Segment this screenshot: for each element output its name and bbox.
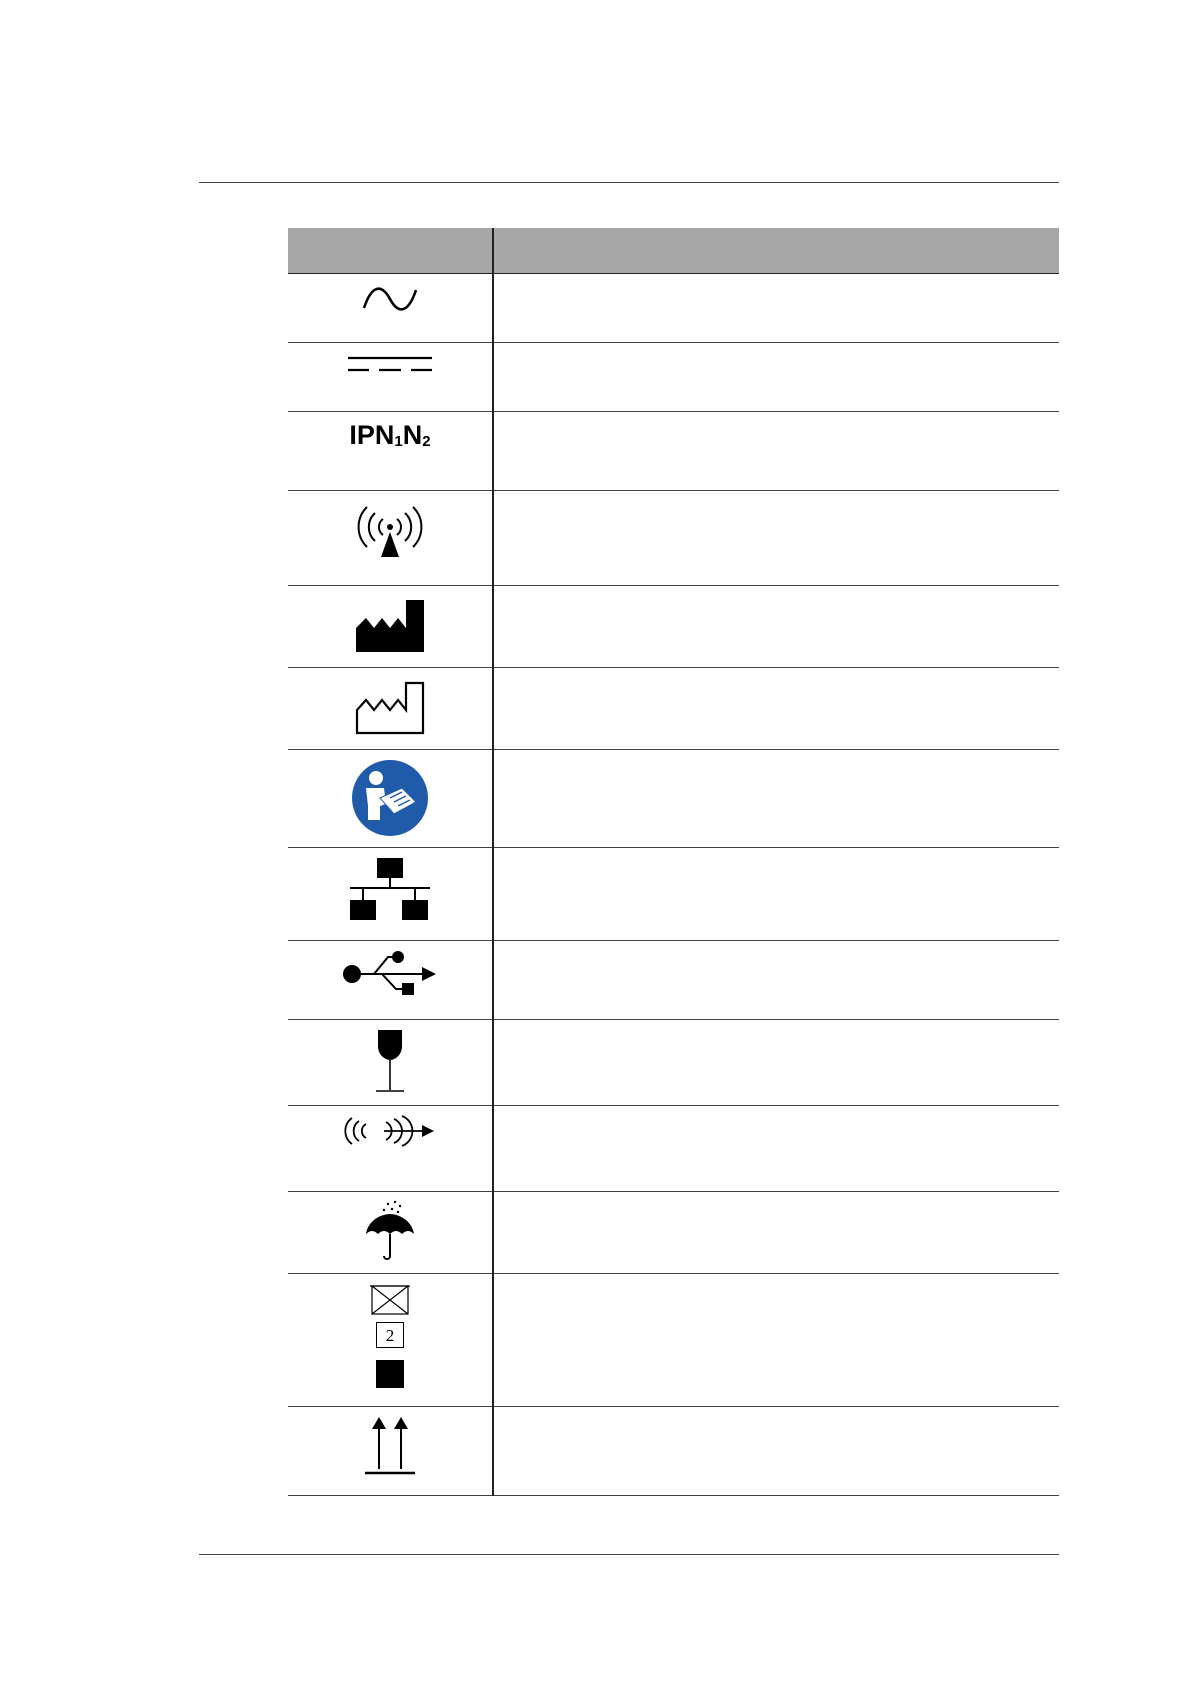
- wireless-transmission-icon: [344, 1114, 436, 1148]
- symbol-cell: [288, 1020, 493, 1106]
- ip-rating-second-digit: 2: [422, 433, 431, 450]
- ip-rating-prefix: IPN: [349, 420, 395, 450]
- ip-rating-text: [349, 420, 430, 451]
- description-cell: [493, 941, 1059, 1020]
- table-row: [288, 668, 1059, 750]
- non-ionizing-radiation-icon: [355, 499, 425, 559]
- symbol-cell: [288, 1106, 493, 1192]
- header-description: [493, 228, 1059, 274]
- symbol-cell: [288, 1407, 493, 1496]
- table-row: [288, 1020, 1059, 1106]
- this-way-up-icon: [362, 1415, 418, 1477]
- symbol-cell: [288, 412, 493, 491]
- symbols-table: [288, 228, 1059, 1496]
- description-cell: [493, 1106, 1059, 1192]
- table-row: [288, 491, 1059, 586]
- table-header-row: [288, 228, 1059, 274]
- network-icon: [348, 856, 432, 924]
- ip-rating-mid: N: [402, 420, 423, 450]
- symbol-cell: [288, 1192, 493, 1274]
- usb-icon: [342, 949, 438, 999]
- table-row: [288, 941, 1059, 1020]
- symbol-cell: [288, 668, 493, 750]
- table-row: [288, 1274, 1059, 1407]
- symbol-cell: [288, 1274, 493, 1407]
- table-row: [288, 1192, 1059, 1274]
- ip-rating-first-digit: 1: [394, 433, 403, 450]
- symbol-cell: [288, 491, 493, 586]
- symbol-cell: [288, 586, 493, 668]
- refer-to-manual-icon: [350, 758, 430, 838]
- box-icon: [375, 1359, 405, 1389]
- stacking-limit-number: 2: [376, 1322, 404, 1348]
- symbol-cell: [288, 274, 493, 343]
- direct-current-icon: [345, 351, 435, 379]
- table-row: [288, 343, 1059, 412]
- description-cell: [493, 274, 1059, 343]
- table-row: [288, 274, 1059, 343]
- symbol-cell: [288, 941, 493, 1020]
- description-cell: [493, 848, 1059, 941]
- table-row: [288, 1407, 1059, 1496]
- description-cell: [493, 491, 1059, 586]
- header-rule: [199, 182, 1059, 183]
- table-row: [288, 1106, 1059, 1192]
- alternating-current-icon: [360, 282, 420, 316]
- description-cell: [493, 1192, 1059, 1274]
- description-cell: [493, 343, 1059, 412]
- footer-rule: [199, 1554, 1059, 1555]
- stacking-limit-icon: [370, 1284, 410, 1316]
- fragile-icon: [370, 1028, 410, 1094]
- table-row: [288, 848, 1059, 941]
- description-cell: [493, 1407, 1059, 1496]
- description-cell: [493, 668, 1059, 750]
- description-cell: [493, 412, 1059, 491]
- manufacturer-icon: [354, 594, 426, 654]
- table-row: [288, 412, 1059, 491]
- description-cell: [493, 586, 1059, 668]
- description-cell: [493, 1020, 1059, 1106]
- symbol-cell: [288, 750, 493, 848]
- header-symbol: [288, 228, 493, 274]
- symbol-cell: [288, 343, 493, 412]
- table-row: [288, 586, 1059, 668]
- description-cell: [493, 750, 1059, 848]
- date-of-manufacture-icon: [354, 676, 426, 736]
- symbol-cell: [288, 848, 493, 941]
- table-row: [288, 750, 1059, 848]
- keep-dry-icon: [362, 1200, 418, 1262]
- description-cell: [493, 1274, 1059, 1407]
